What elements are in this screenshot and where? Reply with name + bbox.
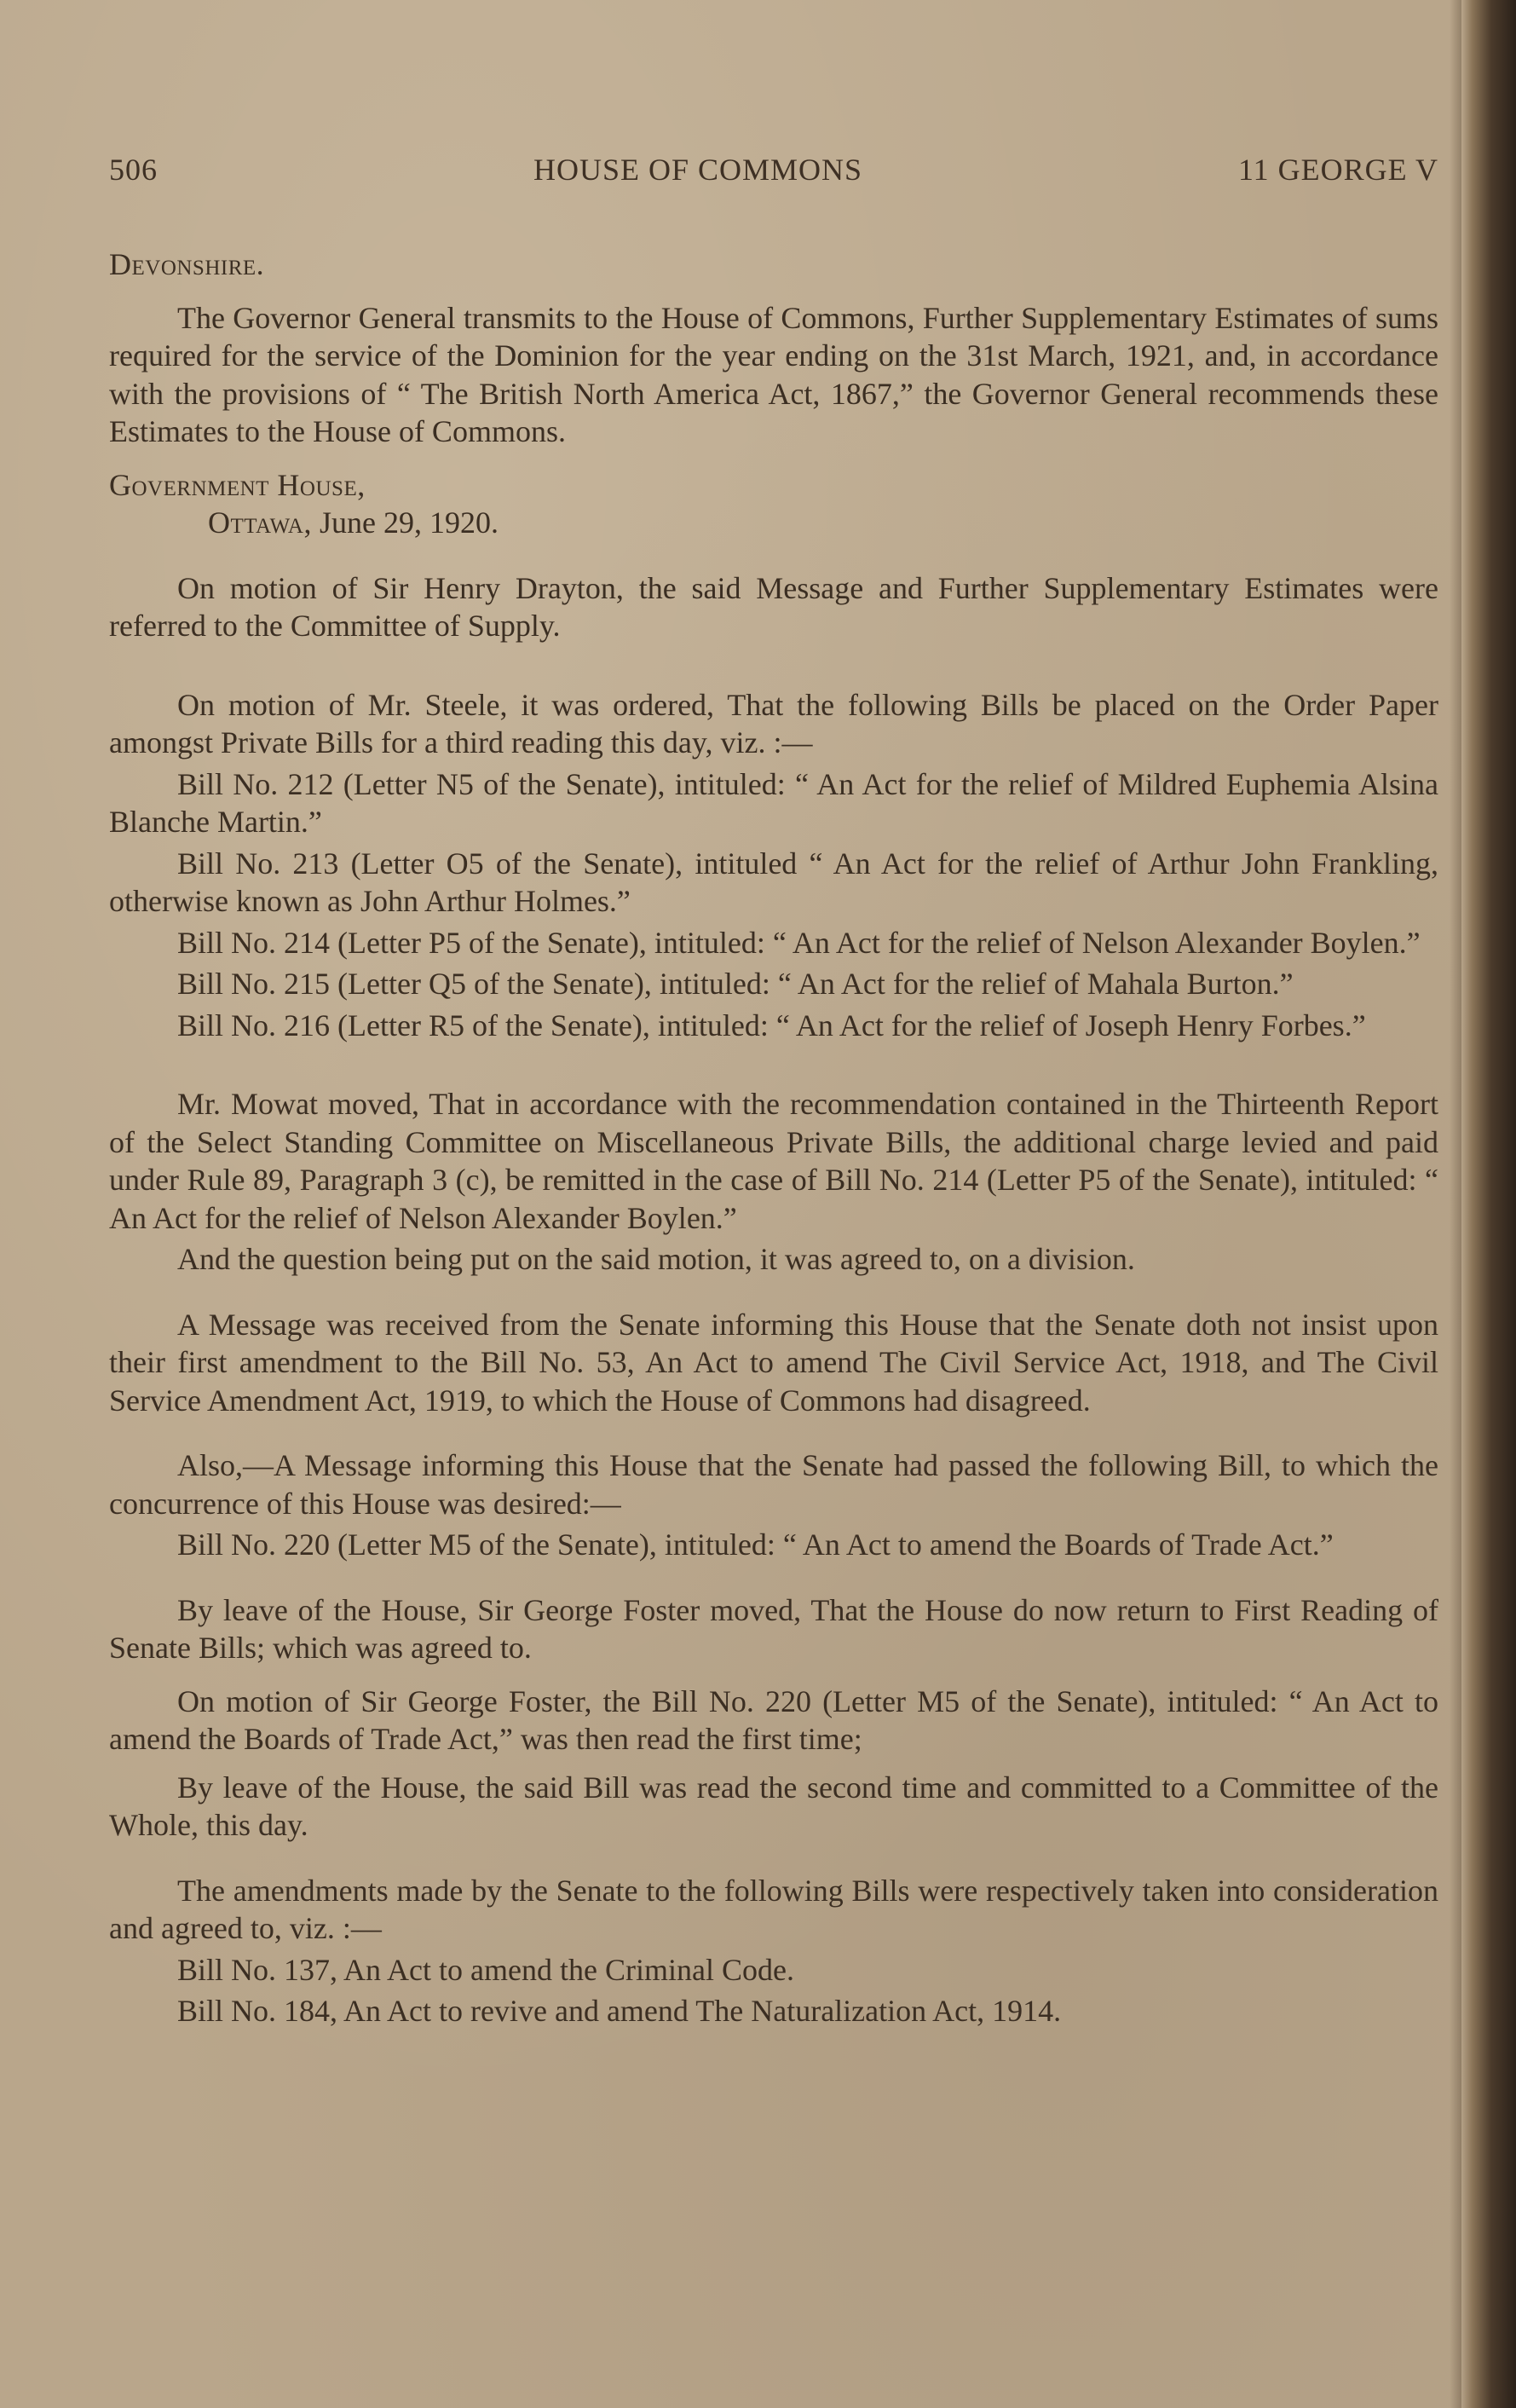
motion-paragraph: On motion of Sir George Foster, the Bill No. 220 (Letter M5 of the Senate), intituled: “ An Act to amend the Boards of Trade Act,” was then read the first time; (109, 1683, 1438, 1756)
running-header (109, 152, 1438, 194)
bill-entry: Bill No. 184, An Act to revive and amend The Naturalization Act, 1914. (177, 1994, 1062, 2028)
message-paragraph: A Message was received from the Senate informing this House that the Senate doth not insist upon their first amendment to the Bill No. 53, An Act to amend The Civil Service Act, 1918, and The Civil Service Amendment Act, 1919, to which the House of Commons had disagreed. (109, 1307, 1438, 1418)
place-line: Government House, (109, 467, 366, 502)
bill-entry: Bill No. 215 (Letter Q5 of the Senate), intituled: “ An Act for the relief of Mahala Burton.” (177, 967, 1294, 1001)
reading-paragraph: By leave of the House, the said Bill was read the second time and committed to a Committee of the Whole, this day. (109, 1770, 1438, 1842)
bill-entry: Bill No. 212 (Letter N5 of the Senate), intituled: “ An Act for the relief of Mildred Euphemia Alsina Blanche Martin.” (109, 766, 1438, 839)
date-text: June 29, 1920. (311, 505, 499, 540)
motion-paragraph: Mr. Mowat moved, That in accordance with the recommendation contained in the Thirteenth Report of the Select Standing Committee on Miscellaneous Private Bills, the additional charge levied and paid under Rule 89, Paragraph 3 (c), be remitted in the case of Bill No. 214 (Letter P5 of the Senate), intituled: “ An Act for the relief of Nelson Alexander Boylen.” (109, 1087, 1438, 1235)
binding-shadow (1450, 0, 1461, 2408)
bill-entry: Bill No. 213 (Letter O5 of the Senate), intituled “ An Act for the relief of Arthur John Frankling, otherwise known as John Arthur Holmes.” (109, 846, 1438, 918)
signature-heading: Devonshire. (109, 247, 265, 281)
page-body (109, 245, 1438, 2030)
question-paragraph: And the question being put on the said motion, it was agreed to, on a division. (177, 1242, 1135, 1276)
motion-paragraph: On motion of Sir Henry Drayton, the said Message and Further Supplementary Estimates were referred to the Committee of Supply. (109, 570, 1438, 643)
bill-entry: Bill No. 216 (Letter R5 of the Senate), intituled: “ An Act for the relief of Joseph Henry Forbes.” (177, 1008, 1366, 1042)
page-number: 506 (109, 153, 158, 187)
date-line (109, 504, 1438, 542)
place-name: Ottawa, (208, 505, 312, 540)
motion-paragraph: By leave of the House, Sir George Foster moved, That the House do now return to First Reading of Senate Bills; which was agreed to. (109, 1592, 1438, 1665)
bill-entry: Bill No. 214 (Letter P5 of the Senate), intituled: “ An Act for the relief of Nelson Alexander Boylen.” (177, 925, 1421, 960)
journal-title: HOUSE OF COMMONS (533, 153, 863, 187)
message-paragraph: The Governor General transmits to the House of Commons, Further Supplementary Estimates of sums required for the service of the Dominion for the year ending on the 31st March, 1921, and, in accordance with the provisions of “ The British North America Act, 1867,” the Governor General recommends these Estimates to the House of Commons. (109, 300, 1438, 448)
bill-entry: Bill No. 220 (Letter M5 of the Senate), intituled: “ An Act to amend the Boards of Trade Act.” (177, 1527, 1334, 1562)
message-paragraph: Also,—A Message informing this House that the Senate had passed the following Bill, to which the concurrence of this House was desired:— (109, 1448, 1438, 1521)
bill-entry: Bill No. 137, An Act to amend the Criminal Code. (177, 1952, 794, 1987)
book-spine (1461, 0, 1516, 2408)
order-paragraph: On motion of Mr. Steele, it was ordered, That the following Bills be placed on the Order Paper amongst Private Bills for a third reading this day, viz. :— (109, 687, 1438, 759)
session-label: 11 GEORGE V (1237, 153, 1438, 187)
amendments-paragraph: The amendments made by the Senate to the following Bills were respectively taken into consideration and agreed to, viz. :— (109, 1873, 1438, 1945)
